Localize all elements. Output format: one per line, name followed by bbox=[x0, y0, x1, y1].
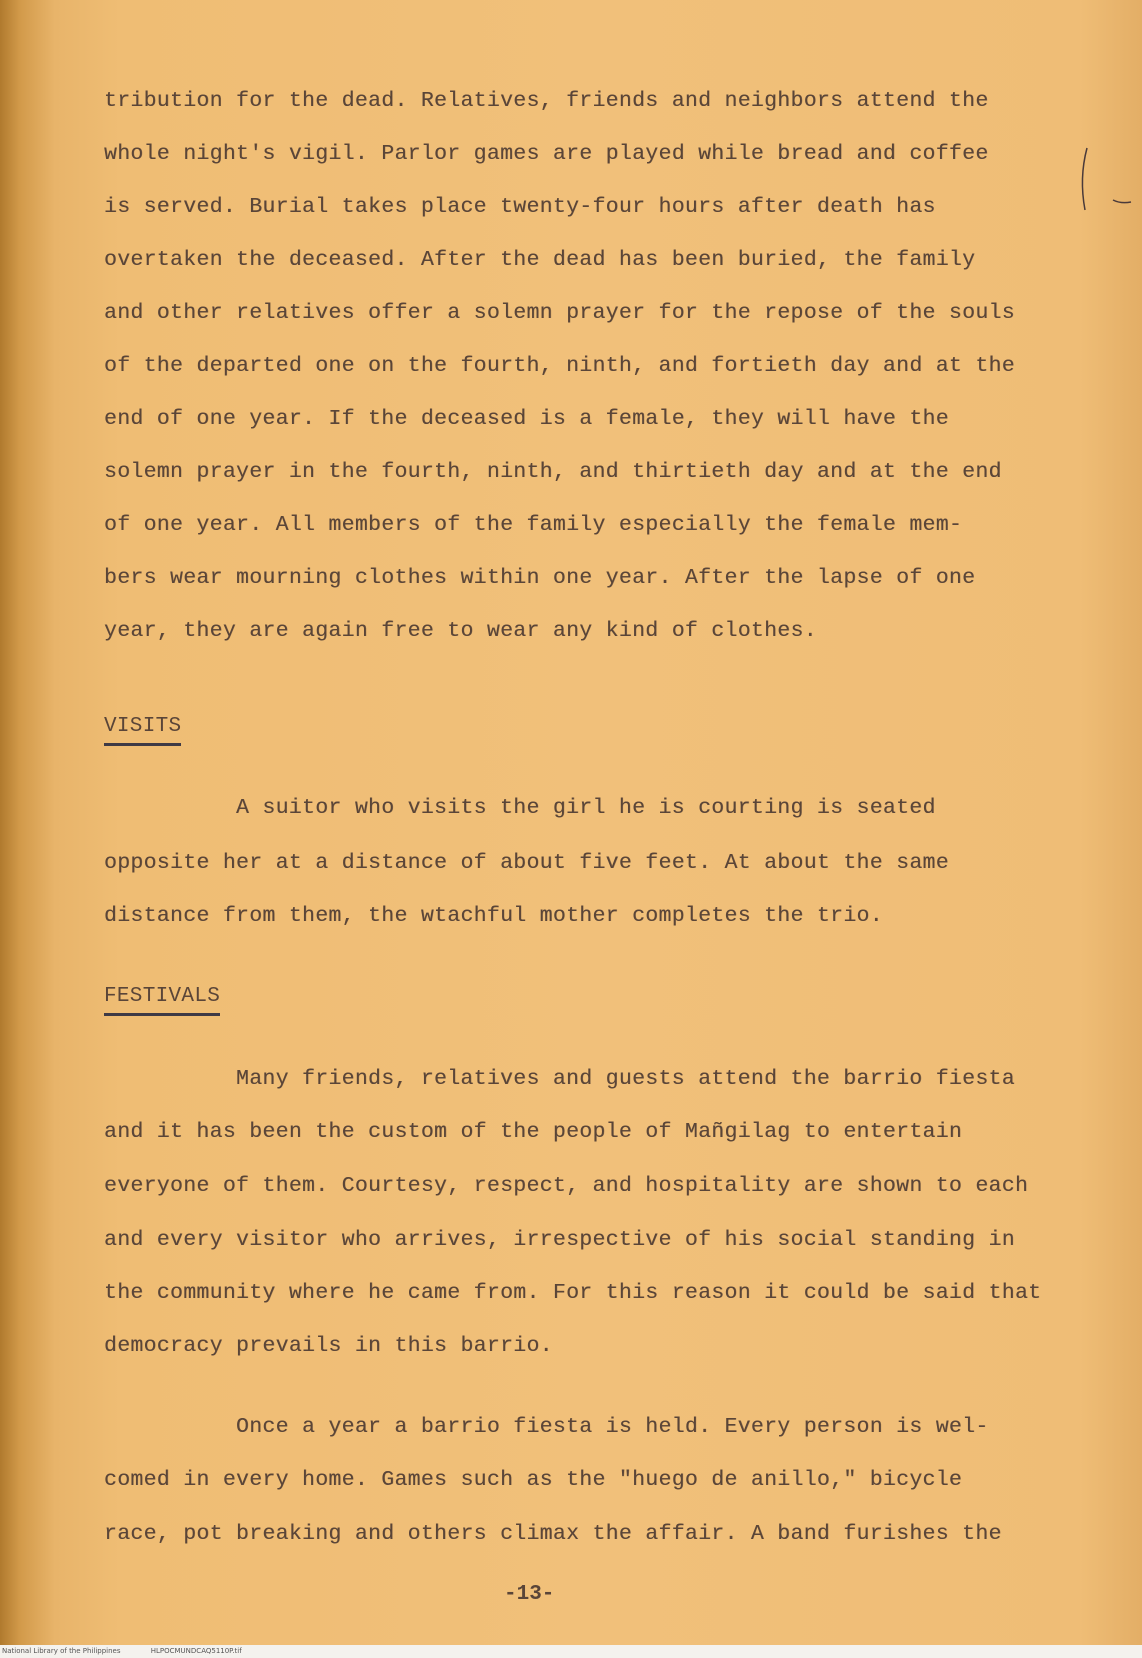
text-line: race, pot breaking and others climax the affair. A band furishes the bbox=[104, 1522, 1002, 1546]
text-line: is served. Burial takes place twenty-four hours after death has bbox=[104, 195, 936, 219]
section-heading-festivals: FESTIVALS bbox=[104, 985, 220, 1016]
text-line: A suitor who visits the girl he is courting is seated bbox=[236, 796, 936, 820]
text-line: democracy prevails in this barrio. bbox=[104, 1334, 553, 1358]
text-line: distance from them, the wtachful mother completes the trio. bbox=[104, 904, 883, 928]
text-line: and other relatives offer a solemn prayer for the repose of the souls bbox=[104, 301, 1015, 325]
text-line: Many friends, relatives and guests attend the barrio fiesta bbox=[236, 1067, 1015, 1091]
footer-file: HLPOCMUNDCAQ5110P.tif bbox=[150, 1647, 242, 1655]
margin-pen-mark bbox=[1075, 140, 1135, 220]
text-line: and it has been the custom of the people of Mañgilag to entertain bbox=[104, 1120, 963, 1144]
text-line: end of one year. If the deceased is a female, they will have the bbox=[104, 407, 949, 431]
text-line: of one year. All members of the family especially the female mem- bbox=[104, 513, 963, 537]
text-line: the community where he came from. For this reason it could be said that bbox=[104, 1281, 1042, 1305]
text-line: tribution for the dead. Relatives, friends and neighbors attend the bbox=[104, 89, 989, 113]
text-line: of the departed one on the fourth, ninth, and fortieth day and at the bbox=[104, 354, 1015, 378]
text-line: year, they are again free to wear any kind of clothes. bbox=[104, 619, 817, 643]
text-line: overtaken the deceased. After the dead has been buried, the family bbox=[104, 248, 976, 272]
text-line: whole night's vigil. Parlor games are played while bread and coffee bbox=[104, 142, 989, 166]
text-line: and every visitor who arrives, irrespective of his social standing in bbox=[104, 1228, 1015, 1252]
scan-footer bbox=[0, 1645, 1142, 1658]
text-line: solemn prayer in the fourth, ninth, and thirtieth day and at the end bbox=[104, 460, 1002, 484]
text-line: Once a year a barrio fiesta is held. Every person is wel- bbox=[236, 1415, 989, 1439]
section-heading-visits: VISITS bbox=[104, 715, 181, 746]
text-line: bers wear mourning clothes within one year. After the lapse of one bbox=[104, 566, 976, 590]
text-line: opposite her at a distance of about five feet. At about the same bbox=[104, 851, 949, 875]
text-line: everyone of them. Courtesy, respect, and hospitality are shown to each bbox=[104, 1174, 1029, 1198]
text-line: comed in every home. Games such as the "huego de anillo," bicycle bbox=[104, 1468, 963, 1492]
page-number: -13- bbox=[504, 1583, 555, 1606]
footer-library: National Library of the Philippines bbox=[2, 1647, 121, 1655]
